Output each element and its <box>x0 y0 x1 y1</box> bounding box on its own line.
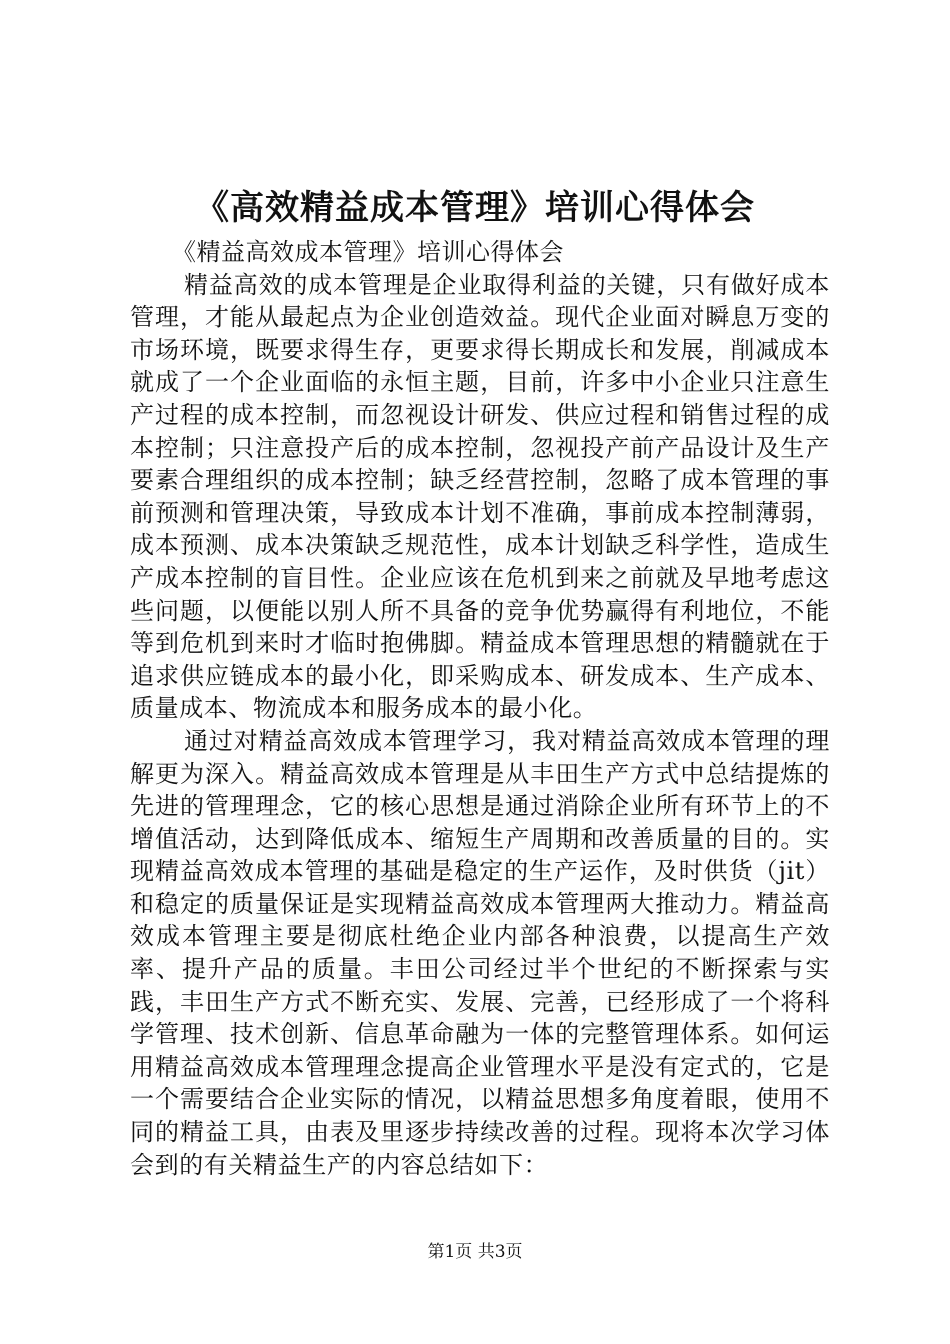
paragraph-2: 通过对精益高效成本管理学习，我对精益高效成本管理的理解更为深入。精益高效成本管理是从丰田生产方式中总结提炼的先进的管理理念，它的核心思想是通过消除企业所有环节上的不增值活动，达到降低成本、缩短生产周期和改善质量的目的。实现精益高效成本管理的基础是稳定的生产运作，及时供货（jit）和稳定的质量保证是实现精益高效成本管理两大推动力。精益高效成本管理主要是彻底杜绝企业内部各种浪费，以提高生产效率、提升产品的质量。丰田公司经过半个世纪的不断探索与实践，丰田生产方式不断充实、发展、完善，已经形成了一个将科学管理、技术创新、信息革命融为一体的完整管理体系。如何运用精益高效成本管理理念提高企业管理水平是没有定式的，它是一个需要结合企业实际的情况，以精益思想多角度着眼，使用不同的精益工具，由表及里逐步持续改善的过程。现将本次学习体会到的有关精益生产的内容总结如下： <box>130 726 830 1179</box>
document-body <box>130 236 830 1181</box>
document-title: 《高效精益成本管理》培训心得体会 <box>195 188 755 228</box>
paragraph-1: 精益高效的成本管理是企业取得利益的关键，只有做好成本管理，才能从最起点为企业创造效益。现代企业面对瞬息万变的市场环境，既要求得生存，更要求得长期成长和发展，削减成本就成了一个企业面临的永恒主题，目前，许多中小企业只注意生产过程的成本控制，而忽视设计研发、供应过程和销售过程的成本控制；只注意投产后的成本控制，忽视投产前产品设计及生产要素合理组织的成本控制；缺乏经营控制，忽略了成本管理的事前预测和管理决策，导致成本计划不准确，事前成本控制薄弱，成本预测、成本决策缺乏规范性，成本计划缺乏科学性，造成生产成本控制的盲目性。企业应该在危机到来之前就及早地考虑这些问题，以便能以别人所不具备的竞争优势赢得有利地位，不能等到危机到来时才临时抱佛脚。精益成本管理思想的精髓就在于追求供应链成本的最小化，即采购成本、研发成本、生产成本、质量成本、物流成本和服务成本的最小化。 <box>130 270 830 723</box>
page-number-footer: 第1页 共3页 <box>427 1242 523 1262</box>
document-subtitle: 《精益高效成本管理》培训心得体会 <box>172 238 564 266</box>
